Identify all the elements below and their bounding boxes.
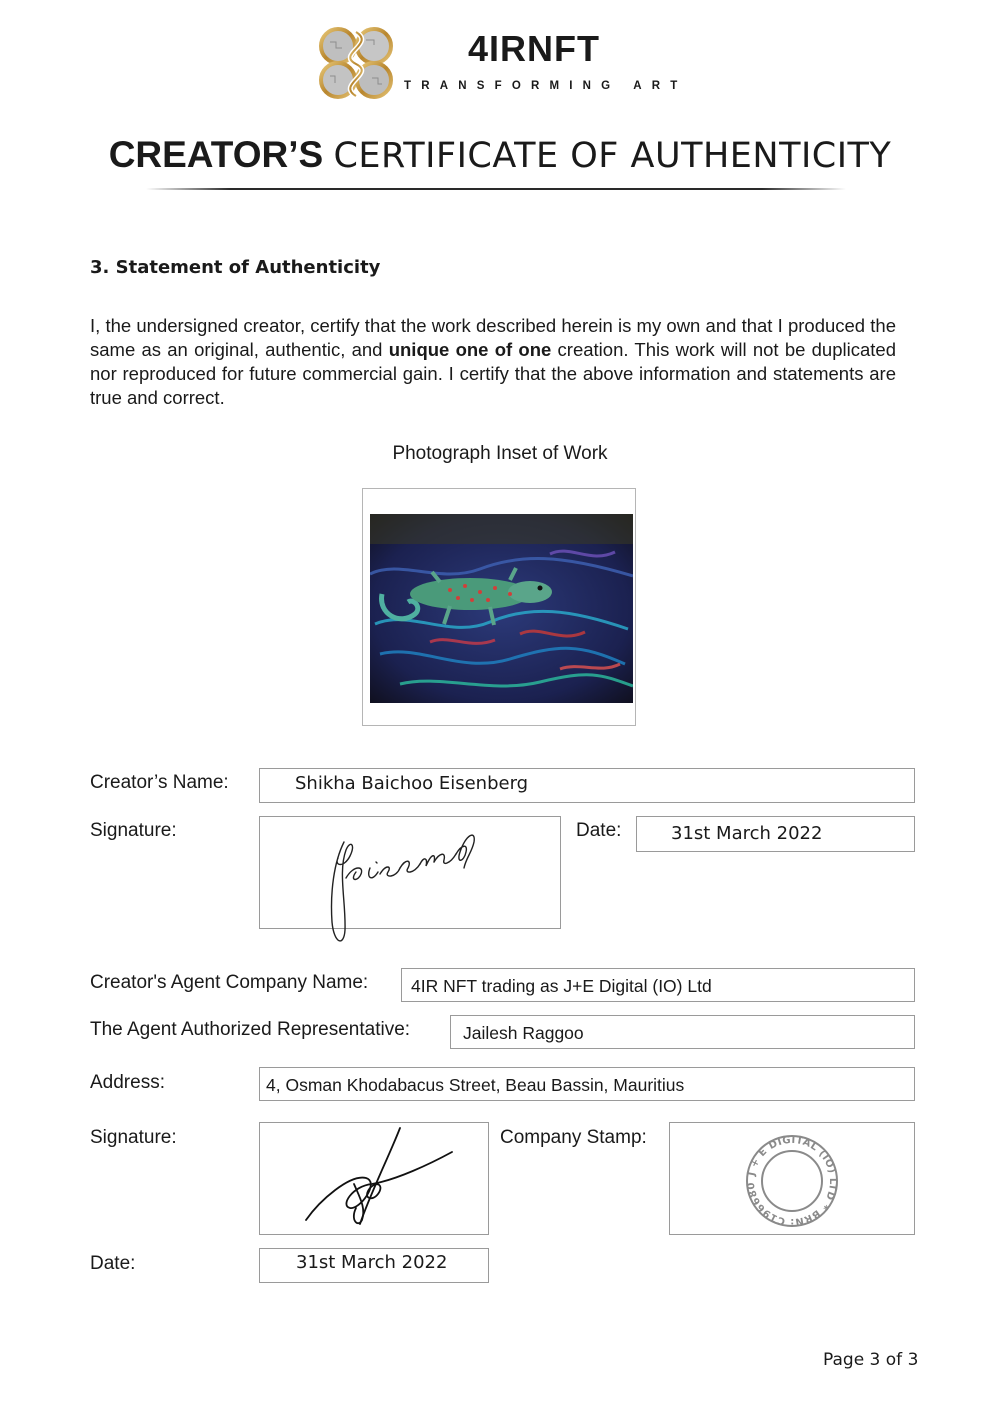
agent-date-label: Date: xyxy=(90,1253,136,1274)
svg-text:J + E DIGITAL (IO) LTD * BRN:: J + E DIGITAL (IO) LTD * BRN: C196680 xyxy=(745,1134,839,1228)
page-number: Page 3 of 3 xyxy=(823,1350,919,1370)
agent-date-field xyxy=(259,1248,489,1283)
agent-signature-label: Signature: xyxy=(90,1127,177,1148)
agent-date-value: 31st March 2022 xyxy=(296,1252,448,1273)
brand-name: 4IRNFT xyxy=(468,28,600,69)
agent-rep-label: The Agent Authorized Representative: xyxy=(90,1019,411,1040)
creator-date-value: 31st March 2022 xyxy=(671,823,823,844)
section-heading: 3. Statement of Authenticity xyxy=(90,257,381,278)
photo-caption: Photograph Inset of Work xyxy=(392,443,608,464)
artwork-photo xyxy=(370,514,633,703)
creator-signature-label: Signature: xyxy=(90,820,177,841)
title-divider xyxy=(146,188,846,190)
creator-signature-image xyxy=(316,822,486,946)
statement-text-1: I, the undersigned creator, certify that the work described herein is my own and that I produced the same as an original, authentic, and xyxy=(90,315,896,360)
address-value: 4, Osman Khodabacus Street, Beau Bassin, Mauritius xyxy=(266,1075,685,1095)
agent-company-field xyxy=(401,968,915,1002)
title-bold-part: CREATOR’S xyxy=(108,134,324,175)
creator-name-field xyxy=(259,768,915,803)
agent-signature-image xyxy=(300,1124,460,1228)
agent-company-label: Creator's Agent Company Name: xyxy=(90,972,369,993)
brand-logo-icon xyxy=(316,24,396,102)
address-label: Address: xyxy=(90,1072,165,1093)
statement-text-2: creation. This work will not be duplicated nor reproduced for future commercial gain. I certify that the above information and statements are true and correct. xyxy=(90,339,896,408)
title-rest: CERTIFICATE OF AUTHENTICITY xyxy=(333,136,892,176)
creator-date-label: Date: xyxy=(576,820,622,841)
creator-name-value: Shikha Baichoo Eisenberg xyxy=(295,773,529,794)
page-title xyxy=(0,134,1000,176)
agent-company-value: 4IR NFT trading as J+E Digital (IO) Ltd xyxy=(411,976,712,996)
agent-rep-field xyxy=(450,1015,915,1049)
agent-rep-value: Jailesh Raggoo xyxy=(463,1023,584,1043)
statement-bold-text: unique one of one xyxy=(388,339,552,360)
address-field xyxy=(259,1067,915,1101)
creator-date-field xyxy=(636,816,915,852)
creator-name-label: Creator’s Name: xyxy=(90,772,229,793)
company-stamp-image xyxy=(740,1134,844,1228)
company-stamp-label: Company Stamp: xyxy=(500,1127,647,1148)
statement-paragraph xyxy=(90,314,896,410)
brand-tagline: TRANSFORMING ART xyxy=(404,80,688,92)
